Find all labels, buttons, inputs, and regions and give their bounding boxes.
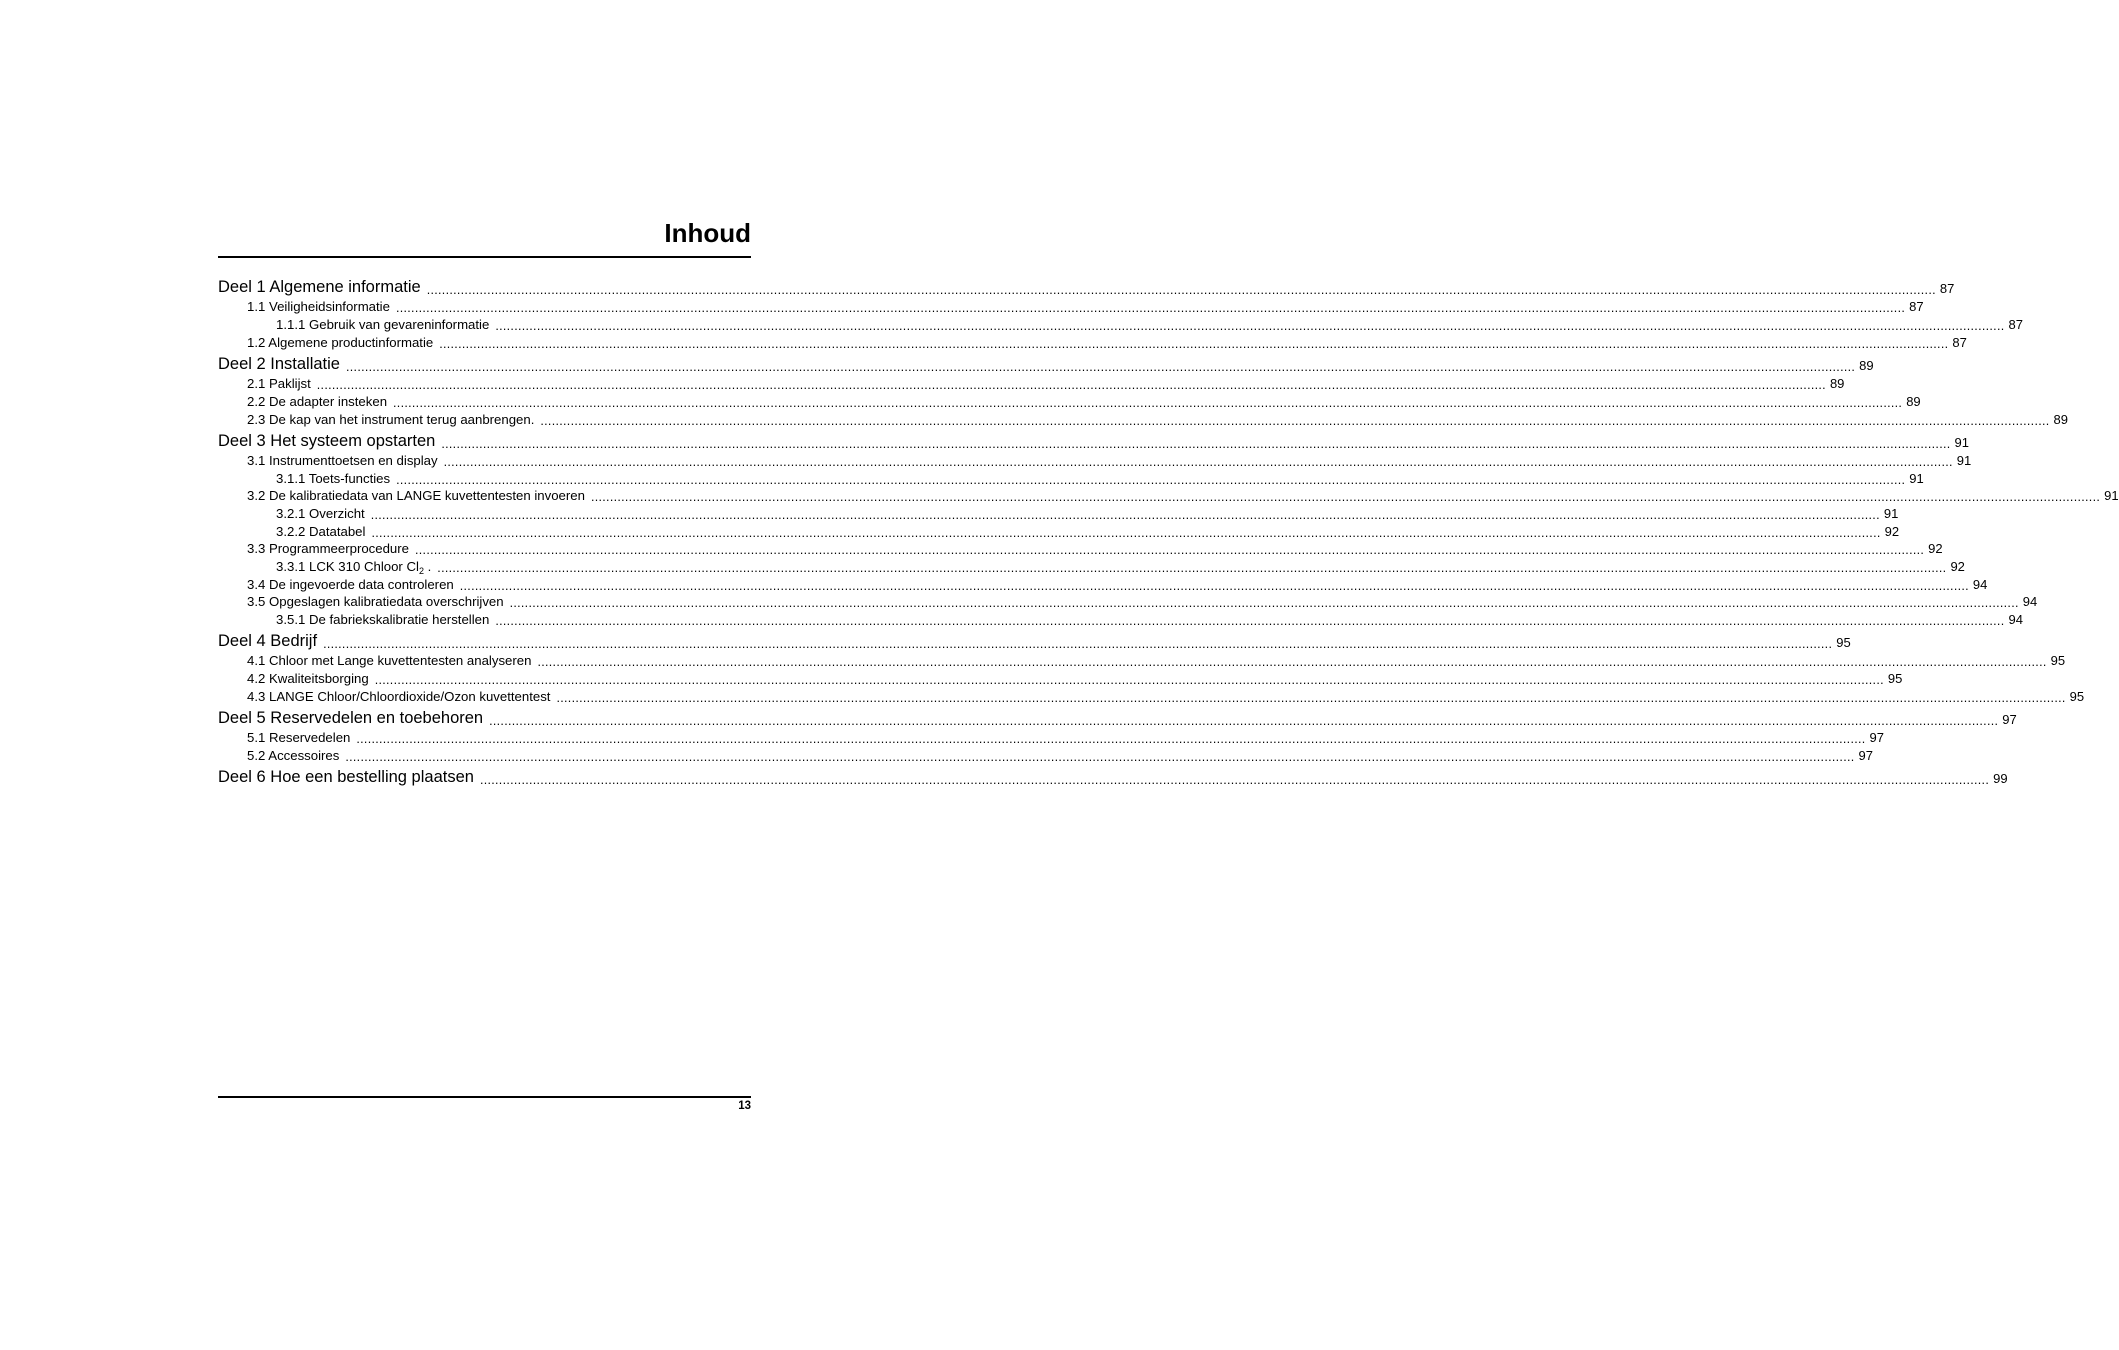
dot-leader: ................................................................................................................................................................................................................................................................................................................................................................................................................	[459, 579, 1969, 593]
dot-leader: ................................................................................................................................................................................................................................................................................................................................................................................................................	[374, 673, 1884, 687]
dot-leader: ................................................................................................................................................................................................................................................................................................................................................................................................................	[537, 655, 2047, 669]
dot-leader: ................................................................................................................................................................................................................................................................................................................................................................................................................	[415, 543, 1925, 557]
dot-leader: ................................................................................................................................................................................................................................................................................................................................................................................................................	[371, 526, 1881, 540]
toc-page-number: 91	[1954, 435, 1969, 450]
toc-entry-title	[247, 689, 550, 705]
toc-entry-title	[218, 631, 317, 651]
dot-leader: ................................................................................................................................................................................................................................................................................................................................................................................................................	[323, 637, 1833, 651]
toc-entry-title	[276, 317, 489, 333]
toc-entry-title	[218, 431, 435, 451]
toc-entry	[0, 451, 1972, 469]
toc-entry-text: 3.4 De ingevoerde data controleren	[247, 577, 454, 592]
toc-page-number: 87	[1952, 335, 1967, 350]
toc-entry	[0, 709, 2017, 728]
toc-entry-title	[218, 354, 340, 374]
toc-entry-title	[247, 394, 387, 410]
toc-entry	[0, 315, 2023, 333]
toc-entry-title	[276, 524, 365, 540]
toc-entry	[0, 669, 1903, 687]
toc-entry-text: 4.2 Kwaliteitsborging	[247, 671, 369, 686]
dot-leader: ................................................................................................................................................................................................................................................................................................................................................................................................................	[345, 750, 1855, 764]
dot-leader: ................................................................................................................................................................................................................................................................................................................................................................................................................	[346, 360, 1856, 374]
dot-leader: ................................................................................................................................................................................................................................................................................................................................................................................................................	[396, 473, 1906, 487]
toc-entry-text: 1.1.1 Gebruik van gevareninformatie	[276, 317, 490, 332]
toc-entry	[0, 355, 1874, 374]
toc-entry-text: Deel 3 Het systeem opstarten	[218, 432, 436, 450]
dot-leader: ................................................................................................................................................................................................................................................................................................................................................................................................................	[370, 508, 1880, 522]
toc-entry	[0, 539, 1943, 557]
toc-entry-title	[218, 277, 421, 297]
toc-page-number: 87	[1909, 299, 1924, 314]
toc-entry-title	[247, 671, 369, 687]
toc-entry-title	[218, 767, 474, 787]
toc-page-number: 95	[1887, 671, 1903, 686]
toc-entry	[0, 392, 1921, 410]
dot-leader: ................................................................................................................................................................................................................................................................................................................................................................................................................	[443, 455, 1953, 469]
toc-entry	[0, 768, 2008, 787]
dot-leader: ................................................................................................................................................................................................................................................................................................................................................................................................................	[590, 490, 2101, 504]
toc-entry	[0, 575, 1988, 593]
toc-entry-text: 4.3 LANGE Chloor/Chloordioxide/Ozon kuvettentest	[247, 689, 551, 704]
toc-entry-title	[247, 653, 531, 669]
toc-entry-title	[247, 594, 504, 610]
dot-leader: ................................................................................................................................................................................................................................................................................................................................................................................................................	[495, 614, 2005, 628]
toc-entry-title	[247, 730, 350, 746]
toc-entry-text: Deel 2 Installatie	[218, 355, 340, 373]
toc-entry-title	[247, 335, 433, 351]
toc-entry	[0, 728, 1884, 746]
toc-page-number: 92	[1884, 524, 1900, 539]
toc-page-number: 89	[2053, 412, 2069, 427]
toc-entry	[0, 504, 1899, 522]
toc-entry	[0, 651, 2066, 669]
toc-page-number: 89	[1829, 376, 1845, 391]
toc-page-number: 92	[1950, 559, 1965, 574]
toc-page-number: 97	[1869, 730, 1884, 745]
toc-entry-text: 3.1 Instrumenttoetsen en display	[247, 453, 438, 468]
toc-entry-title	[247, 748, 339, 764]
toc-entry-text: 3.3.1 LCK 310 Chloor Cl	[276, 559, 419, 574]
dot-leader: ................................................................................................................................................................................................................................................................................................................................................................................................................	[479, 773, 1990, 787]
dot-leader: ................................................................................................................................................................................................................................................................................................................................................................................................................	[437, 561, 1947, 575]
toc-entry-title	[247, 299, 390, 315]
subscript: 2	[418, 566, 424, 576]
toc-page-number: 94	[2022, 594, 2038, 609]
toc-page-number: 95	[2050, 653, 2066, 668]
toc-entry	[0, 557, 1965, 576]
toc-entry	[0, 410, 2069, 428]
dot-leader: ................................................................................................................................................................................................................................................................................................................................................................................................................	[426, 283, 1936, 297]
dot-leader: ................................................................................................................................................................................................................................................................................................................................................................................................................	[556, 691, 2066, 705]
toc-entry-text: Deel 6 Hoe een bestelling plaatsen	[218, 768, 474, 786]
toc-entry-suffix: .	[423, 559, 432, 574]
toc-page-number: 91	[1909, 471, 1924, 486]
toc-entry	[0, 610, 2023, 628]
toc-entry-text: 3.2.2 Datatabel	[276, 524, 366, 539]
toc-page-number: 87	[2008, 317, 2023, 332]
toc-entry	[0, 746, 1873, 764]
toc-page-number: 95	[1836, 635, 1851, 650]
toc-page-number: 97	[2002, 712, 2017, 727]
toc-entry-title	[247, 376, 311, 392]
toc-entry-text: 3.1.1 Toets-functies	[276, 471, 391, 486]
dot-leader: ................................................................................................................................................................................................................................................................................................................................................................................................................	[441, 437, 1951, 451]
toc-entry-text: 3.3 Programmeerprocedure	[247, 541, 409, 556]
toc-entry-text: 1.1 Veiligheidsinformatie	[247, 299, 390, 314]
toc-entry-title	[247, 488, 585, 504]
toc-entry	[0, 486, 2119, 504]
toc-entry	[0, 592, 2038, 610]
toc-page-number: 97	[1858, 748, 1873, 763]
toc-entry	[0, 297, 1924, 315]
dot-leader: ................................................................................................................................................................................................................................................................................................................................................................................................................	[495, 319, 2005, 333]
dot-leader: ................................................................................................................................................................................................................................................................................................................................................................................................................	[489, 714, 1999, 728]
toc-page-number: 95	[2069, 689, 2085, 704]
dot-leader: ................................................................................................................................................................................................................................................................................................................................................................................................................	[395, 301, 1906, 315]
title-divider	[218, 256, 751, 258]
toc-entry-title	[247, 412, 534, 428]
toc-entry-text: 2.2 De adapter insteken	[247, 394, 388, 409]
page-title: Inhoud	[664, 218, 751, 248]
toc-entry-text: 3.2 De kalibratiedata van LANGE kuvettentesten invoeren	[247, 488, 585, 503]
toc-page-number: 91	[2104, 488, 2119, 503]
dot-leader: ................................................................................................................................................................................................................................................................................................................................................................................................................	[509, 596, 2019, 610]
toc-entry-title	[276, 612, 489, 628]
toc-entry-text: Deel 4 Bedrijf	[218, 632, 318, 650]
dot-leader: ................................................................................................................................................................................................................................................................................................................................................................................................................	[439, 337, 1949, 351]
toc-page-number: 92	[1928, 541, 1943, 556]
toc-entry-text: 2.1 Paklijst	[247, 376, 311, 391]
toc-entry-title	[247, 541, 409, 557]
toc-entry-text: 5.2 Accessoires	[247, 748, 340, 763]
toc-page-number: 99	[1993, 771, 2008, 786]
toc-entry-title	[247, 577, 454, 593]
toc-entry-text: 3.5 Opgeslagen kalibratiedata overschrijven	[247, 594, 504, 609]
dot-leader: ................................................................................................................................................................................................................................................................................................................................................................................................................	[316, 378, 1826, 392]
toc-entry	[0, 432, 1969, 451]
toc-entry	[0, 374, 1845, 392]
dot-leader: ................................................................................................................................................................................................................................................................................................................................................................................................................	[356, 732, 1866, 746]
toc-entry	[0, 687, 2085, 705]
toc-entry-text: 3.2.1 Overzicht	[276, 506, 365, 521]
page-number: 13	[738, 1100, 751, 1112]
toc-entry-title	[276, 471, 390, 487]
toc-entry-text: 2.3 De kap van het instrument terug aanbrengen.	[247, 412, 535, 427]
footer-divider	[218, 1096, 751, 1098]
toc-entry-title	[247, 453, 438, 469]
toc-entry-text: Deel 1 Algemene informatie	[218, 278, 421, 296]
toc-page-number: 87	[1939, 281, 1955, 296]
toc-page-number: 89	[1859, 358, 1874, 373]
toc-entry-text: 1.2 Algemene productinformatie	[247, 335, 434, 350]
toc-entry	[0, 632, 1851, 651]
toc-page-number: 94	[2008, 612, 2023, 627]
toc-entry-text: 4.1 Chloor met Lange kuvettentesten analyseren	[247, 653, 532, 668]
toc-entry-text: 3.5.1 De fabriekskalibratie herstellen	[276, 612, 490, 627]
toc-entry	[0, 278, 1955, 297]
toc-page-number: 89	[1906, 394, 1921, 409]
toc-entry	[0, 522, 1900, 540]
toc-page-number: 91	[1956, 453, 1972, 468]
toc-page-number: 94	[1972, 577, 1988, 592]
dot-leader: ................................................................................................................................................................................................................................................................................................................................................................................................................	[540, 414, 2050, 428]
toc-entry-title	[276, 506, 365, 522]
dot-leader: ................................................................................................................................................................................................................................................................................................................................................................................................................	[393, 396, 1903, 410]
toc-entry-text: 5.1 Reservedelen	[247, 730, 351, 745]
toc-entry-title	[218, 708, 483, 728]
toc-entry	[0, 333, 1967, 351]
toc-entry-text: Deel 5 Reservedelen en toebehoren	[218, 709, 484, 727]
toc-page-number: 91	[1883, 506, 1899, 521]
toc-entry-title	[276, 559, 431, 575]
toc-entry	[0, 469, 1924, 487]
